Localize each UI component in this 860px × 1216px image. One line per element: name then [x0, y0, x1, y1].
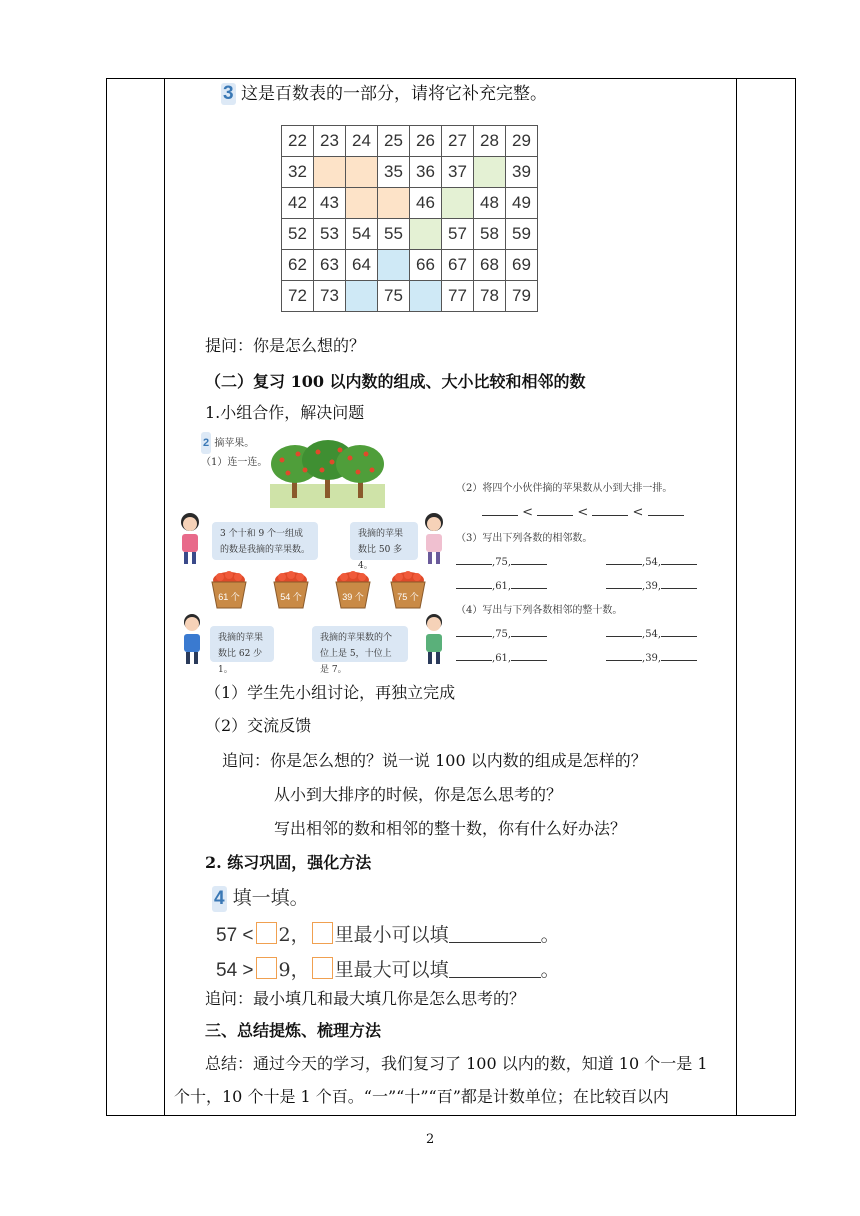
hundred-chart-cell: 37	[442, 157, 474, 188]
hundred-chart-cell: 77	[442, 281, 474, 312]
q4-title: 填一填。	[232, 887, 309, 909]
hundred-chart-cell: 73	[314, 281, 346, 312]
q4-badge: 4	[212, 886, 227, 912]
hundred-chart-row	[282, 250, 538, 281]
hundred-chart-cell: 75	[378, 281, 410, 312]
answer-box[interactable]	[256, 922, 277, 944]
hundred-chart-cell: 57	[442, 219, 474, 250]
hundred-chart-cell: 55	[378, 219, 410, 250]
hundred-chart-cell: 62	[282, 250, 314, 281]
neighbor-39: ,39,	[606, 576, 697, 598]
bubble-boy-2: 我摘的苹果数的个位上是 5，十位上是 7。	[312, 626, 408, 662]
hundred-chart	[281, 125, 538, 312]
ask2: 从小到大排序的时候，你是怎么思考的？	[274, 785, 563, 804]
apple-basket	[268, 570, 314, 610]
basket-label: 75 个	[397, 592, 419, 602]
hundred-chart-cell: 67	[442, 250, 474, 281]
neighbor-75: ,75,	[456, 552, 547, 574]
summary-line-2: 个十，10 个十是 1 个百。“一”“十”“百”都是计数单位；在比较百以内	[174, 1087, 669, 1106]
hundred-chart-cell: 66	[410, 250, 442, 281]
hundred-chart-row	[282, 188, 538, 219]
hundred-chart-cell: 78	[474, 281, 506, 312]
hundred-chart-empty-cell[interactable]	[346, 157, 378, 188]
q3-prompt: 这是百数表的一部分，请将它补充完整。	[240, 84, 547, 104]
hundred-chart-empty-cell[interactable]	[346, 281, 378, 312]
hundred-chart-cell: 48	[474, 188, 506, 219]
q4-line1: 57 < 2， 里最小可以填 。	[216, 924, 560, 946]
basket-label: 54 个	[280, 592, 302, 602]
hundred-chart-cell: 79	[506, 281, 538, 312]
pick-sub4: （4）写出与下列各数相邻的整十数。	[456, 605, 623, 616]
ask3: 写出相邻的数和相邻的整十数，你有什么好办法？	[274, 819, 627, 838]
question-line: 提问：你是怎么想的？	[205, 336, 366, 355]
table-left-border	[106, 78, 107, 1115]
hundred-chart-cell: 24	[346, 126, 378, 157]
q3-heading	[221, 83, 547, 105]
less-than: <	[632, 505, 644, 520]
summary-line-1: 总结：通过今天的学习，我们复习了 100 以内的数，知道 10 个一是 1	[205, 1054, 708, 1073]
fill-line[interactable]	[449, 961, 541, 978]
order-blanks	[482, 502, 684, 524]
girl-icon	[420, 512, 448, 564]
bubble-girl-1: 3 个十和 9 个一组成的数是我摘的苹果数。	[212, 522, 318, 560]
tens-54: ,54,	[606, 624, 697, 646]
hundred-chart-cell: 28	[474, 126, 506, 157]
hundred-chart-empty-cell[interactable]	[378, 188, 410, 219]
hundred-chart-cell: 39	[506, 157, 538, 188]
hundred-chart-empty-cell[interactable]	[442, 188, 474, 219]
neighbor-61: ,61,	[456, 576, 547, 598]
table-right-border	[795, 78, 796, 1115]
hundred-chart-empty-cell[interactable]	[378, 250, 410, 281]
hundred-chart-cell: 43	[314, 188, 346, 219]
pick-sub2: （2）将四个小伙伴摘的苹果数从小到大排一排。	[456, 483, 673, 494]
hundred-chart-cell: 42	[282, 188, 314, 219]
item2-heading: 2. 练习巩固，强化方法	[205, 853, 372, 872]
hundred-chart-cell: 54	[346, 219, 378, 250]
item1-heading: 1.小组合作，解决问题	[205, 403, 365, 422]
hundred-chart-cell: 69	[506, 250, 538, 281]
pick-sub3: （3）写出下列各数的相邻数。	[456, 533, 593, 544]
table-top-border	[106, 78, 796, 79]
pick-title: 摘苹果。	[214, 438, 255, 449]
table-column-divider	[736, 78, 737, 1115]
section3-title: 三、总结提炼、梳理方法	[205, 1021, 382, 1040]
hundred-chart-empty-cell[interactable]	[314, 157, 346, 188]
hundred-chart-empty-cell[interactable]	[410, 219, 442, 250]
neighbor-54: ,54,	[606, 552, 697, 574]
less-than: <	[522, 505, 534, 520]
boy-icon	[178, 612, 206, 664]
hundred-chart-empty-cell[interactable]	[346, 188, 378, 219]
hundred-chart-row	[282, 281, 538, 312]
q4-line2: 54 > 9， 里最大可以填 。	[216, 959, 560, 981]
hundred-chart-cell: 59	[506, 219, 538, 250]
tens-39: ,39,	[606, 648, 697, 670]
basket-label: 61 个	[218, 592, 240, 602]
hundred-chart-cell: 68	[474, 250, 506, 281]
apple-basket	[206, 570, 252, 610]
hundred-chart-row	[282, 126, 538, 157]
hundred-chart-cell: 26	[410, 126, 442, 157]
q4-heading	[212, 885, 309, 912]
answer-box[interactable]	[256, 957, 277, 979]
hundred-chart-row	[282, 219, 538, 250]
answer-box[interactable]	[312, 922, 333, 944]
hundred-chart-cell: 52	[282, 219, 314, 250]
page-number: 2	[426, 1132, 435, 1147]
hundred-chart-cell: 36	[410, 157, 442, 188]
hundred-chart-cell: 46	[410, 188, 442, 219]
less-than: <	[577, 505, 589, 520]
hundred-chart-cell: 29	[506, 126, 538, 157]
bubble-boy-1: 我摘的苹果数比 62 少 1。	[210, 626, 274, 662]
ask4: 追问：最小填几和最大填几你是怎么思考的？	[205, 989, 526, 1008]
basket-label: 39 个	[342, 592, 364, 602]
step1: （1）学生先小组讨论，再独立完成	[205, 683, 456, 702]
table-column-divider	[164, 78, 165, 1115]
hundred-chart-cell: 25	[378, 126, 410, 157]
tens-75: ,75,	[456, 624, 547, 646]
hundred-chart-cell: 22	[282, 126, 314, 157]
pick-badge: 2	[201, 432, 211, 454]
ask1: 追问：你是怎么想的？说一说 100 以内数的组成是怎样的？	[222, 751, 647, 770]
hundred-chart-empty-cell[interactable]	[474, 157, 506, 188]
hundred-chart-cell: 35	[378, 157, 410, 188]
section2-title: （二）复习 100 以内数的组成、大小比较和相邻的数	[205, 372, 586, 391]
table-bottom-border	[106, 1115, 796, 1116]
hundred-chart-empty-cell[interactable]	[410, 281, 442, 312]
hundred-chart-cell: 23	[314, 126, 346, 157]
tens-61: ,61,	[456, 648, 547, 670]
hundred-chart-cell: 27	[442, 126, 474, 157]
answer-box[interactable]	[312, 957, 333, 979]
step2: （2）交流反馈	[205, 716, 312, 735]
hundred-chart-cell: 64	[346, 250, 378, 281]
apple-basket	[385, 570, 431, 610]
bubble-girl-2: 我摘的苹果数比 50 多 4。	[350, 522, 418, 560]
hundred-chart-cell: 32	[282, 157, 314, 188]
hundred-chart-row	[282, 157, 538, 188]
pick-sub1: （1）连一连。	[201, 457, 268, 468]
hundred-chart-cell: 53	[314, 219, 346, 250]
fill-line[interactable]	[449, 926, 541, 943]
boy-icon	[420, 612, 448, 664]
hundred-chart-cell: 72	[282, 281, 314, 312]
hundred-chart-cell: 63	[314, 250, 346, 281]
q3-badge: 3	[223, 83, 234, 104]
girl-icon	[176, 512, 204, 564]
hundred-chart-cell: 49	[506, 188, 538, 219]
apple-trees-illustration	[270, 440, 385, 508]
apple-basket	[330, 570, 376, 610]
hundred-chart-cell: 58	[474, 219, 506, 250]
